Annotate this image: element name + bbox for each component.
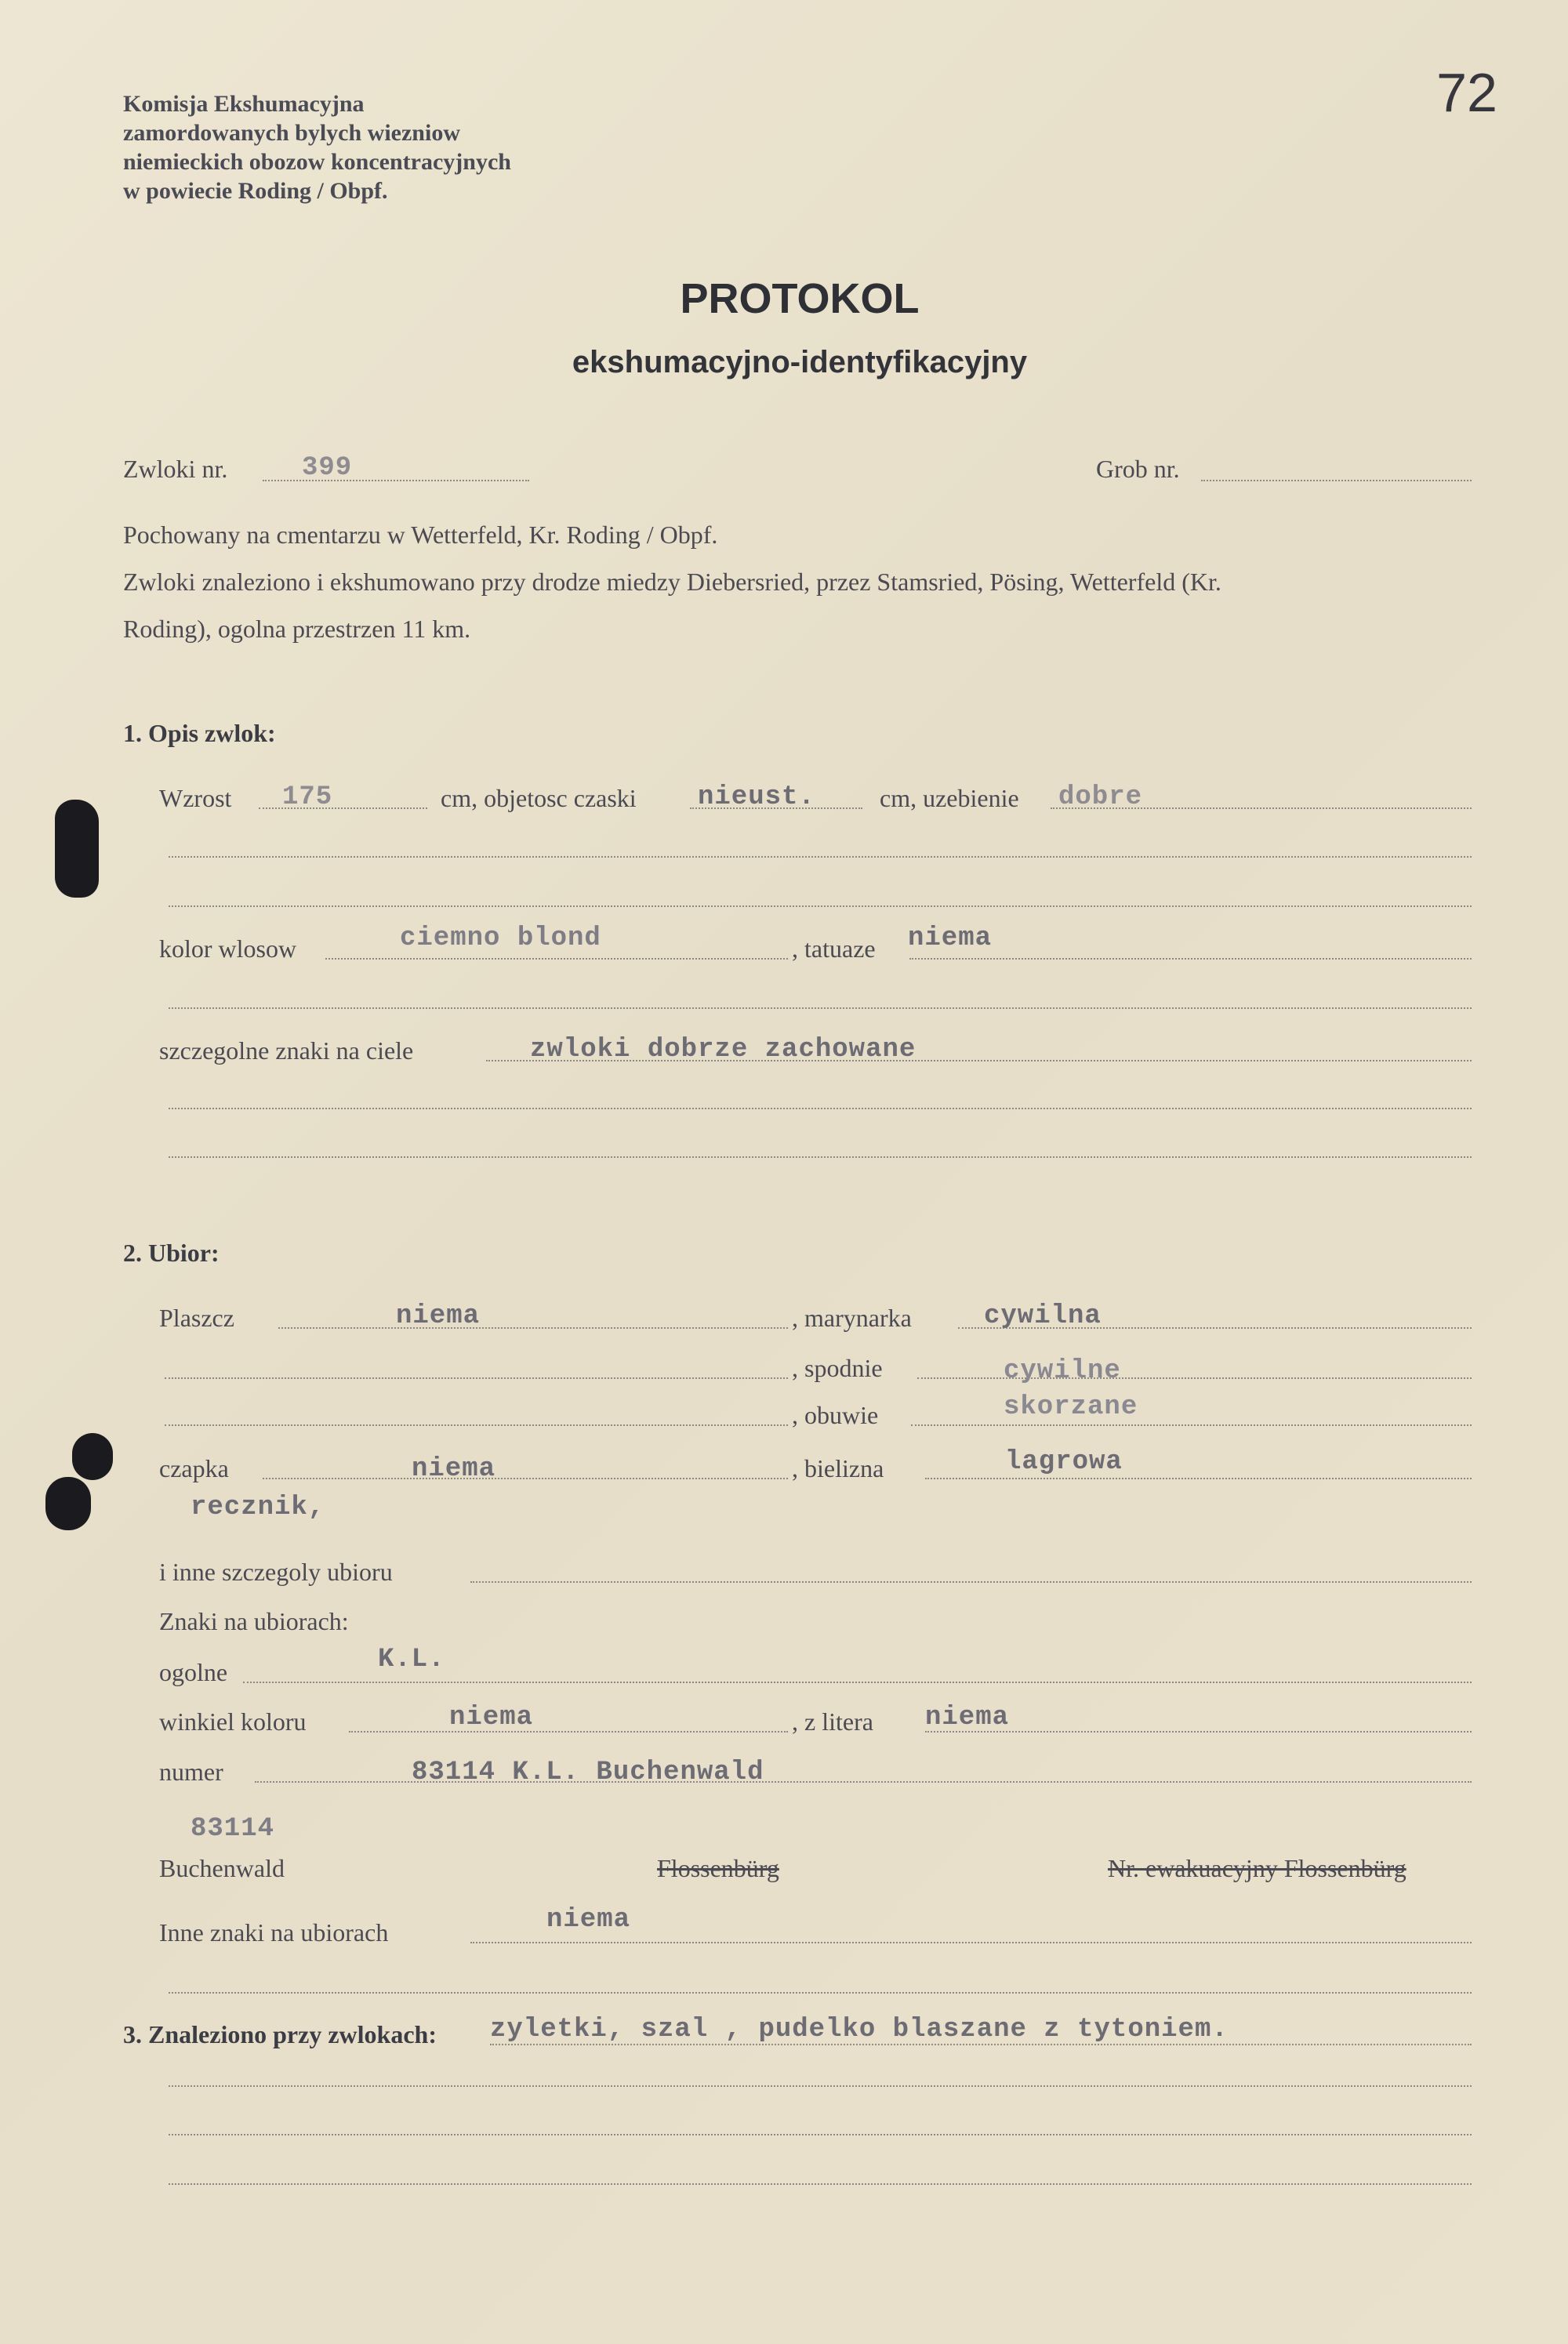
blank-line (169, 2183, 1472, 2185)
numer-label: numer (159, 1758, 223, 1786)
section-3-heading: 3. Znaleziono przy zwlokach: (123, 2020, 437, 2048)
blank-line (169, 1156, 1472, 1158)
inne-szczegoly-line (470, 1581, 1472, 1583)
grob-label: Grob nr. (1096, 455, 1180, 483)
section-1-heading: 1. Opis zwlok: (123, 719, 276, 747)
spodnie-value: cywilne (1004, 1356, 1121, 1386)
cemetery-text: Pochowany na cmentarzu w Wetterfeld, Kr. Roding / Obpf. (123, 521, 718, 549)
znaki-na-ubiorach-label: Znaki na ubiorach: (159, 1607, 349, 1635)
marynarka-label: , marynarka (792, 1304, 912, 1332)
binding-mark (72, 1433, 113, 1480)
document-title: PROTOKOL (680, 275, 920, 322)
uzebienie-label: cm, uzebienie (880, 784, 1019, 812)
obuwie-label: , obuwie (792, 1401, 879, 1429)
prisoner-number: 83114 (191, 1814, 275, 1844)
znaki-value: zwloki dobrze zachowane (530, 1035, 916, 1065)
tatuaze-label: , tatuaze (792, 934, 876, 963)
commission-header (123, 89, 511, 205)
blank-line (165, 1424, 788, 1426)
blank-line (169, 856, 1472, 858)
spodnie-label: , spodnie (792, 1354, 883, 1382)
inne-znaki-value: niema (546, 1905, 631, 1935)
blank-line (169, 905, 1472, 907)
spodnie-line (917, 1377, 1472, 1379)
czapka-label: czapka (159, 1454, 229, 1482)
obuwie-line (911, 1424, 1472, 1426)
litera-label: , z litera (792, 1707, 873, 1736)
ogolne-value: K.L. (378, 1645, 445, 1675)
plaszcz-line (278, 1327, 788, 1329)
kolor-line (325, 958, 788, 960)
flossenburg-label: Flossenbürg (657, 1854, 779, 1882)
page-number: 72 (1436, 62, 1497, 123)
uzebienie-value: dobre (1058, 782, 1143, 812)
blank-line (169, 2085, 1472, 2087)
header-line-2: zamordowanych bylych wiezniow (123, 120, 460, 146)
znaki-label: szczegolne znaki na ciele (159, 1036, 414, 1065)
ogolne-line (243, 1682, 1472, 1683)
bielizna-label: , bielizna (792, 1454, 884, 1482)
plaszcz-value: niema (396, 1301, 481, 1331)
winkiel-line (349, 1731, 788, 1733)
binding-mark (45, 1477, 91, 1530)
blank-line (165, 1377, 788, 1379)
blank-line (169, 1007, 1472, 1009)
tatuaze-value: niema (908, 923, 993, 953)
plaszcz-label: Plaszcz (159, 1304, 234, 1332)
inne-szczegoly-label: i inne szczegoly ubioru (159, 1558, 393, 1586)
found-line-1: Zwloki znaleziono i ekshumowano przy drodze miedzy Diebersried, przez Stamsried, Pösing, Wetterfeld (Kr. (123, 568, 1221, 596)
header-line-4: w powiecie Roding / Obpf. (123, 178, 388, 204)
section-3-value: zyletki, szal , pudelko blaszane z tytoniem. (490, 2015, 1229, 2045)
ogolne-label: ogolne (159, 1658, 228, 1686)
header-line-1: Komisja Ekshumacyjna (123, 91, 365, 117)
inne-znaki-line (470, 1942, 1472, 1943)
marynarka-value: cywilna (984, 1301, 1102, 1331)
blank-line (169, 1992, 1472, 1994)
kolor-value: ciemno blond (400, 923, 601, 953)
czaska-label: cm, objetosc czaski (441, 784, 637, 812)
grob-line (1201, 480, 1472, 481)
binding-mark (55, 800, 99, 898)
document-subtitle: ekshumacyjno-identyfikacyjny (572, 345, 1028, 379)
ewakuacyjny-label: Nr. ewakuacyjny Flossenbürg (1108, 1854, 1406, 1882)
section-2-heading: 2. Ubior: (123, 1239, 220, 1267)
czapka-value: niema (412, 1454, 496, 1484)
numer-value: 83114 K.L. Buchenwald (412, 1758, 764, 1787)
wzrost-value: 175 (282, 782, 333, 812)
czapka-line (263, 1478, 788, 1479)
zwloki-label: Zwloki nr. (123, 455, 228, 483)
blank-line (169, 2134, 1472, 2135)
winkiel-label: winkiel koloru (159, 1707, 307, 1736)
wzrost-label: Wzrost (159, 784, 232, 812)
bielizna-value: lagrowa (1005, 1447, 1123, 1477)
winkiel-value: niema (449, 1703, 534, 1733)
zwloki-value: 399 (302, 453, 353, 483)
czaska-value: nieust. (698, 782, 815, 812)
buchenwald-label: Buchenwald (159, 1854, 285, 1882)
litera-value: niema (925, 1703, 1010, 1733)
bielizna-line (925, 1478, 1472, 1479)
inne-znaki-label: Inne znaki na ubiorach (159, 1918, 389, 1947)
header-line-3: niemieckich obozow koncentracyjnych (123, 149, 511, 175)
obuwie-value: skorzane (1004, 1392, 1138, 1422)
kolor-label: kolor wlosow (159, 934, 297, 963)
tatuaze-line (909, 958, 1472, 960)
blank-line (169, 1108, 1472, 1109)
recznik-value: recznik, (191, 1493, 325, 1522)
found-line-2: Roding), ogolna przestrzen 11 km. (123, 615, 471, 643)
